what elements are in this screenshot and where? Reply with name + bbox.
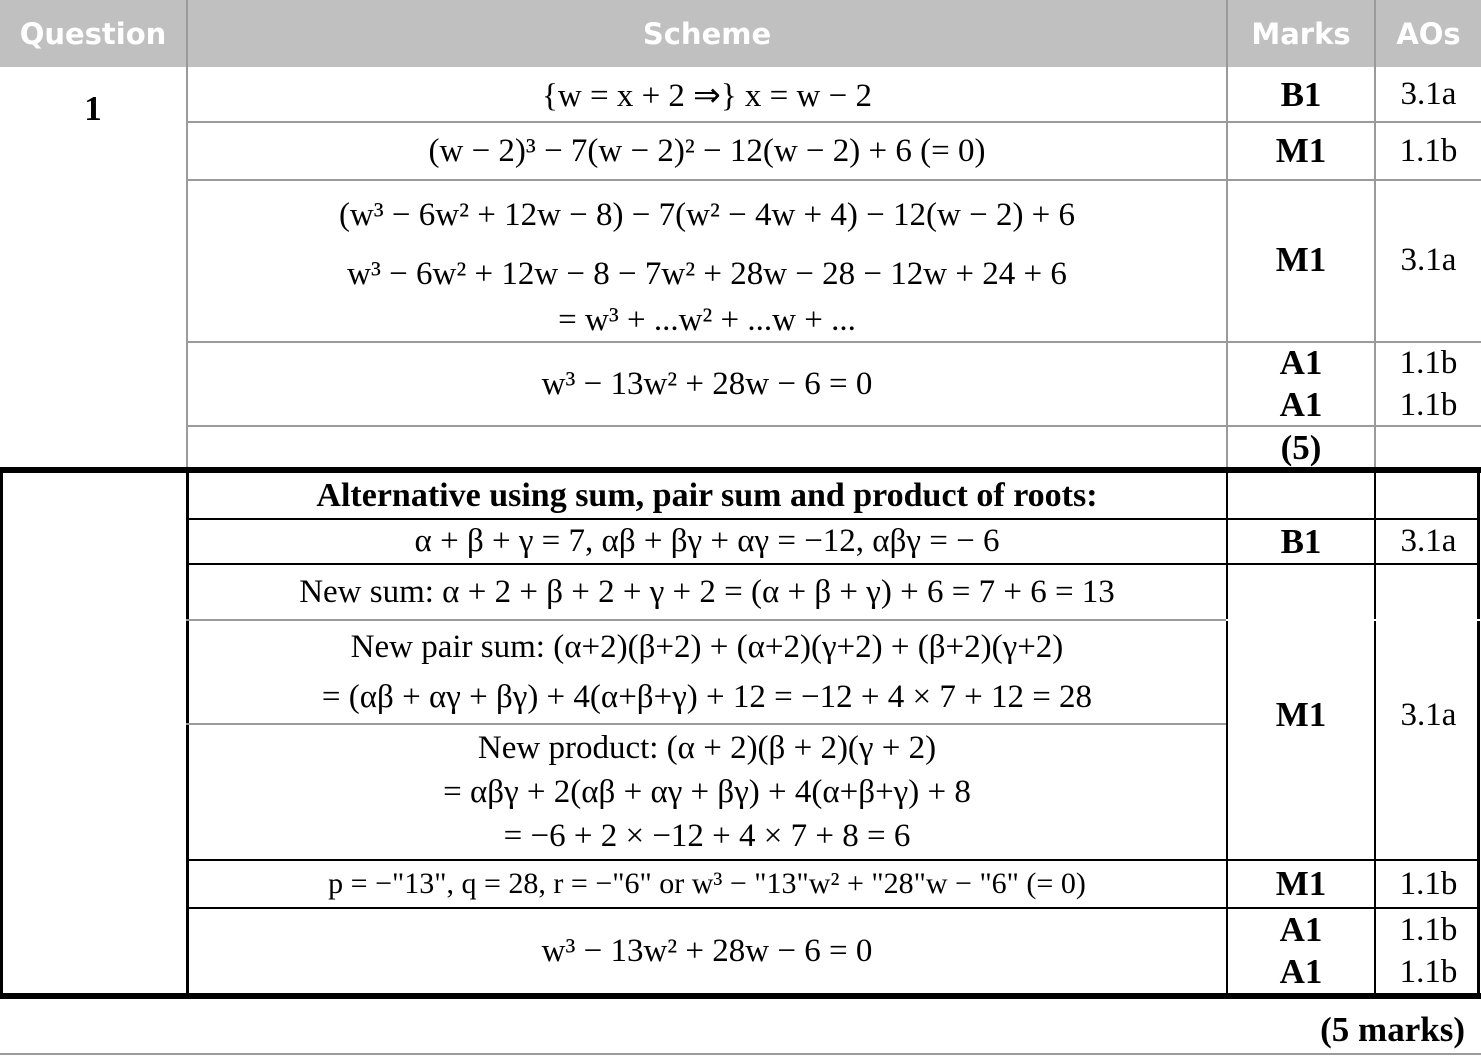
- mark: B1: [1280, 74, 1322, 114]
- ao: 3.1a: [1400, 76, 1457, 112]
- mark: A1: [1279, 343, 1323, 382]
- scheme-line: = αβγ + 2(αβ + αγ + βγ) + 4(α+β+γ) + 8: [443, 774, 971, 810]
- mark: A1: [1279, 385, 1323, 424]
- ao: 1.1b: [1399, 345, 1458, 381]
- ao: 3.1a: [1400, 523, 1457, 559]
- new-product: [188, 725, 1226, 859]
- ao: 1.1b: [1399, 132, 1458, 169]
- total-marks: (5 marks): [1320, 1010, 1465, 1049]
- ao: 1.1b: [1399, 865, 1458, 902]
- question-number: 1: [84, 89, 102, 128]
- scheme-line: = (αβ + αγ + βγ) + 4(α+β+γ) + 12 = −12 + 4 × 7 + 12 = 28: [321, 679, 1093, 715]
- scheme-line: [188, 68, 1226, 121]
- new-sum: [188, 565, 1226, 619]
- scheme-line: α + β + γ = 7, αβ + βγ + αγ = −12, αβγ = − 6: [414, 523, 1000, 559]
- scheme-line: [188, 343, 1226, 425]
- scheme-line: (w − 2)³ − 7(w − 2)² − 12(w − 2) + 6 (= 0): [428, 132, 986, 169]
- scheme-line: New pair sum: (α+2)(β+2) + (α+2)(γ+2) + (β+2)(γ+2): [350, 629, 1064, 665]
- marks-pair: [1228, 909, 1374, 993]
- scheme-line: [188, 123, 1226, 179]
- mark: A1: [1279, 952, 1323, 991]
- ao: 3.1a: [1400, 241, 1457, 278]
- scheme-line: w³ − 6w² + 12w − 8 − 7w² + 28w − 28 − 12w + 24 + 6: [347, 256, 1067, 292]
- scheme-line: New sum: α + 2 + β + 2 + γ + 2 = (α + β + γ) + 6 = 7 + 6 = 13: [299, 573, 1115, 610]
- ao: 1.1b: [1399, 912, 1458, 948]
- aos-pair: [1376, 343, 1481, 425]
- mark: M1: [1275, 131, 1327, 170]
- mark: B1: [1280, 521, 1322, 561]
- scheme-block: [188, 181, 1226, 341]
- scheme-line: p = −"13", q = 28, r = −"6" or w³ − "13"w² + "28"w − "6" (= 0): [328, 867, 1086, 900]
- ao: 1.1b: [1399, 387, 1458, 423]
- scheme-line: = w³ + ...w² + ...w + ...: [558, 302, 856, 338]
- header-aos: AOs: [1376, 0, 1481, 67]
- mark: M1: [1275, 695, 1327, 734]
- subtotal: (5): [1280, 427, 1322, 467]
- new-pair-sum: [188, 621, 1226, 723]
- ao: 1.1b: [1399, 954, 1458, 990]
- scheme-line: New product: (α + 2)(β + 2)(γ + 2): [477, 730, 937, 766]
- scheme-line: = −6 + 2 × −12 + 4 × 7 + 8 = 6: [503, 818, 911, 854]
- scheme-line: w³ − 13w² + 28w − 6 = 0: [541, 932, 873, 969]
- aos-pair: [1376, 909, 1481, 993]
- scheme-line: {w = x + 2 ⇒} x = w − 2: [542, 77, 872, 114]
- mark: M1: [1275, 864, 1327, 903]
- ao: 3.1a: [1400, 696, 1457, 733]
- scheme-line: w³ − 13w² + 28w − 6 = 0: [541, 365, 873, 402]
- header-marks: Marks: [1228, 0, 1374, 67]
- alternative-heading: Alternative using sum, pair sum and product of roots:: [316, 477, 1098, 514]
- header-scheme: Scheme: [188, 0, 1226, 67]
- header-question: Question: [0, 0, 186, 67]
- mark: A1: [1279, 910, 1323, 949]
- marks-pair: [1228, 343, 1374, 425]
- scheme-line: (w³ − 6w² + 12w − 8) − 7(w² − 4w + 4) − 12(w − 2) + 6: [338, 197, 1076, 233]
- mark: M1: [1275, 240, 1327, 279]
